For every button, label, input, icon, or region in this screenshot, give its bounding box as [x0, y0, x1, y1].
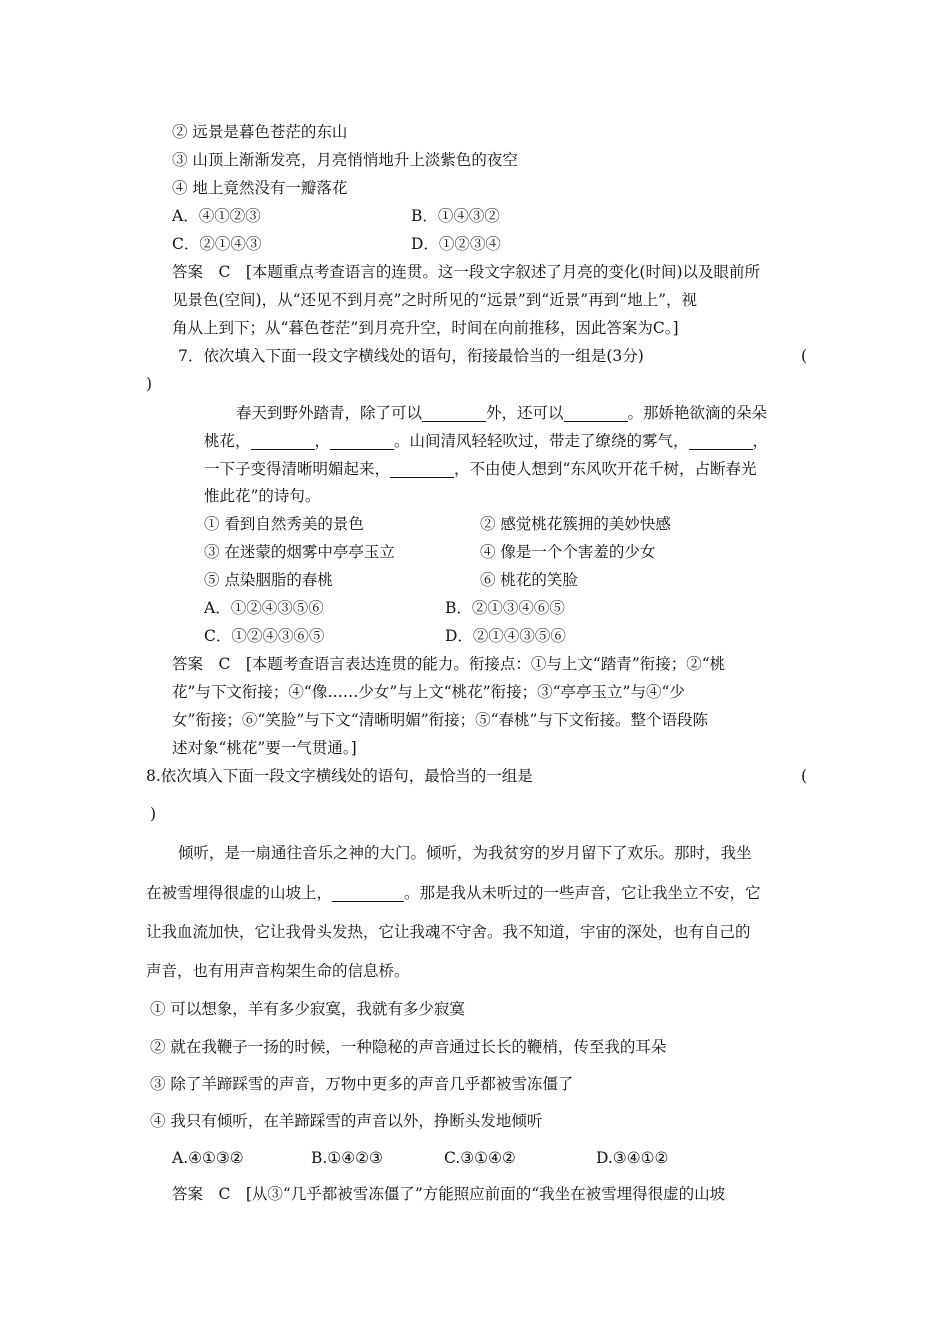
q7-item-6: ⑥ 桃花的笑脸 [480, 571, 578, 589]
q7-passage-line-4: 惟此花”的诗句。 [204, 487, 321, 505]
q7-paren-open: ( [801, 347, 808, 365]
q7-option-d: D．②①④③⑤⑥ [445, 627, 566, 645]
q7-paren-close: ) [146, 375, 153, 393]
q7-blank-5 [689, 433, 753, 450]
q7-passage-text: ， [752, 432, 769, 450]
q6-item-2: ② 远景是暮色苍茫的东山 [172, 123, 348, 141]
q7-answer-line-4: 述对象“桃花”要一气贯通。] [172, 739, 357, 757]
q8-option-d: D.③④①② [596, 1149, 669, 1167]
q6-option-b: B．①④③② [411, 207, 500, 225]
q8-blank-1 [332, 885, 404, 902]
q7-passage-text: 桃花， [204, 432, 251, 450]
q6-option-a: A．④①②③ [172, 207, 261, 225]
q8-answer-line-1: 答案 C [从③“几乎都被雪冻僵了”方能照应前面的“我坐在被雪埋得很虚的山坡 [172, 1185, 726, 1203]
q8-passage-text: 。那是我从未听过的一些声音，它让我坐立不安，它 [404, 884, 761, 902]
q8-passage-line-1: 倾听，是一扇通往音乐之神的大门。倾听，为我贫穷的岁月留下了欢乐。那时，我坐 [178, 844, 752, 862]
q7-blank-6 [390, 461, 454, 478]
q6-option-c: C．②①④③ [172, 235, 262, 253]
q7-option-b: B．②①③④⑥⑤ [445, 599, 565, 617]
q6-answer-line-3: 角从上到下；从“暮色苍茫”到月亮升空，时间在向前推移，因此答案为C。] [172, 319, 679, 337]
q7-item-1: ① 看到自然秀美的景色 [204, 515, 364, 533]
q8-stem: 8.依次填入下面一段文字横线处的语句，最恰当的一组是 [146, 767, 533, 785]
q7-blank-3 [251, 433, 315, 450]
q7-passage-line-1 [236, 405, 767, 422]
q7-blank-2 [564, 405, 628, 422]
q7-passage-text: 。山间清风轻轻吹过，带走了缭绕的雾气， [394, 432, 689, 450]
q6-answer-line-2: 见景色(空间)，从“还见不到月亮”之时所见的“远景”到“近景”再到“地上”，视 [172, 291, 697, 309]
q8-paren-close: ) [150, 805, 157, 823]
q8-paren-open: ( [801, 767, 808, 785]
q7-blank-4 [330, 433, 394, 450]
q8-option-c: C.③①④② [444, 1149, 516, 1167]
q8-item-3: ③ 除了羊蹄踩雪的声音，万物中更多的声音几乎都被雪冻僵了 [150, 1075, 574, 1093]
q7-item-4: ④ 像是一个个害羞的少女 [480, 543, 656, 561]
q7-passage-text: 一下子变得清晰明媚起来， [204, 460, 391, 478]
q7-answer-line-1: 答案 C [本题考查语言表达连贯的能力。衔接点：①与上文“踏青”衔接；②“桃 [172, 655, 726, 673]
q7-passage-text: 。那娇艳欲滴的朵朵 [627, 404, 768, 422]
q7-passage-text: ，不由使人想到“东风吹开花千树，占断春光 [454, 460, 757, 478]
q8-option-a: A.④①③② [172, 1149, 244, 1167]
q6-item-3: ③ 山顶上渐渐发亮，月亮悄悄地升上淡紫色的夜空 [172, 151, 518, 169]
q7-answer-line-2: 花”与下文衔接；④“像……少女”与上文“桃花”衔接；③“亭亭玉立”与④“少 [172, 683, 685, 701]
q7-item-2: ② 感觉桃花簇拥的美妙快感 [480, 515, 671, 533]
q7-blank-1 [422, 405, 486, 422]
q7-option-a: A．①②④③⑤⑥ [204, 599, 324, 617]
q7-passage-line-3 [204, 461, 756, 478]
q7-passage-line-2 [204, 433, 768, 450]
q7-item-3: ③ 在迷蒙的烟雾中亭亭玉立 [204, 543, 395, 561]
q7-passage-text: 外，还可以 [486, 404, 564, 422]
q8-passage-text: 在被雪埋得很虚的山坡上， [146, 884, 333, 902]
q8-passage-line-3: 让我血流加快，它让我骨头发热，它让我魂不守舍。我不知道，宇宙的深处，也有自己的 [146, 923, 751, 941]
q7-answer-line-3: 女”衔接；⑥“笑脸”与下文“清晰明媚”衔接；⑤“春桃”与下文衔接。整个语段陈 [172, 711, 708, 729]
q8-item-2: ② 就在我鞭子一扬的时候，一种隐秘的声音通过长长的鞭梢，传至我的耳朵 [150, 1038, 667, 1056]
q7-passage-text: ， [314, 432, 331, 450]
q8-item-1: ① 可以想象，羊有多少寂寞，我就有多少寂寞 [150, 1000, 465, 1018]
q6-answer-line-1: 答案 C [本题重点考查语言的连贯。这一段文字叙述了月亮的变化(时间)以及眼前所 [172, 263, 761, 281]
q8-item-4: ④ 我只有倾听，在羊蹄踩雪的声音以外，挣断头发地倾听 [150, 1112, 543, 1130]
q8-passage-line-2 [146, 885, 761, 902]
q7-stem: 7．依次填入下面一段文字横线处的语句，衔接最恰当的一组是(3分) [178, 347, 644, 365]
q7-passage-text: 春天到野外踏青，除了可以 [236, 404, 423, 422]
q6-option-d: D．①②③④ [411, 235, 501, 253]
q8-option-b: B.①④②③ [311, 1149, 383, 1167]
q8-passage-line-4: 声音，也有用声音构架生命的信息桥。 [146, 962, 410, 980]
q6-item-4: ④ 地上竟然没有一瓣落花 [172, 179, 348, 197]
q7-option-c: C．①②④③⑥⑤ [204, 627, 325, 645]
q7-item-5: ⑤ 点染胭脂的春桃 [204, 571, 333, 589]
